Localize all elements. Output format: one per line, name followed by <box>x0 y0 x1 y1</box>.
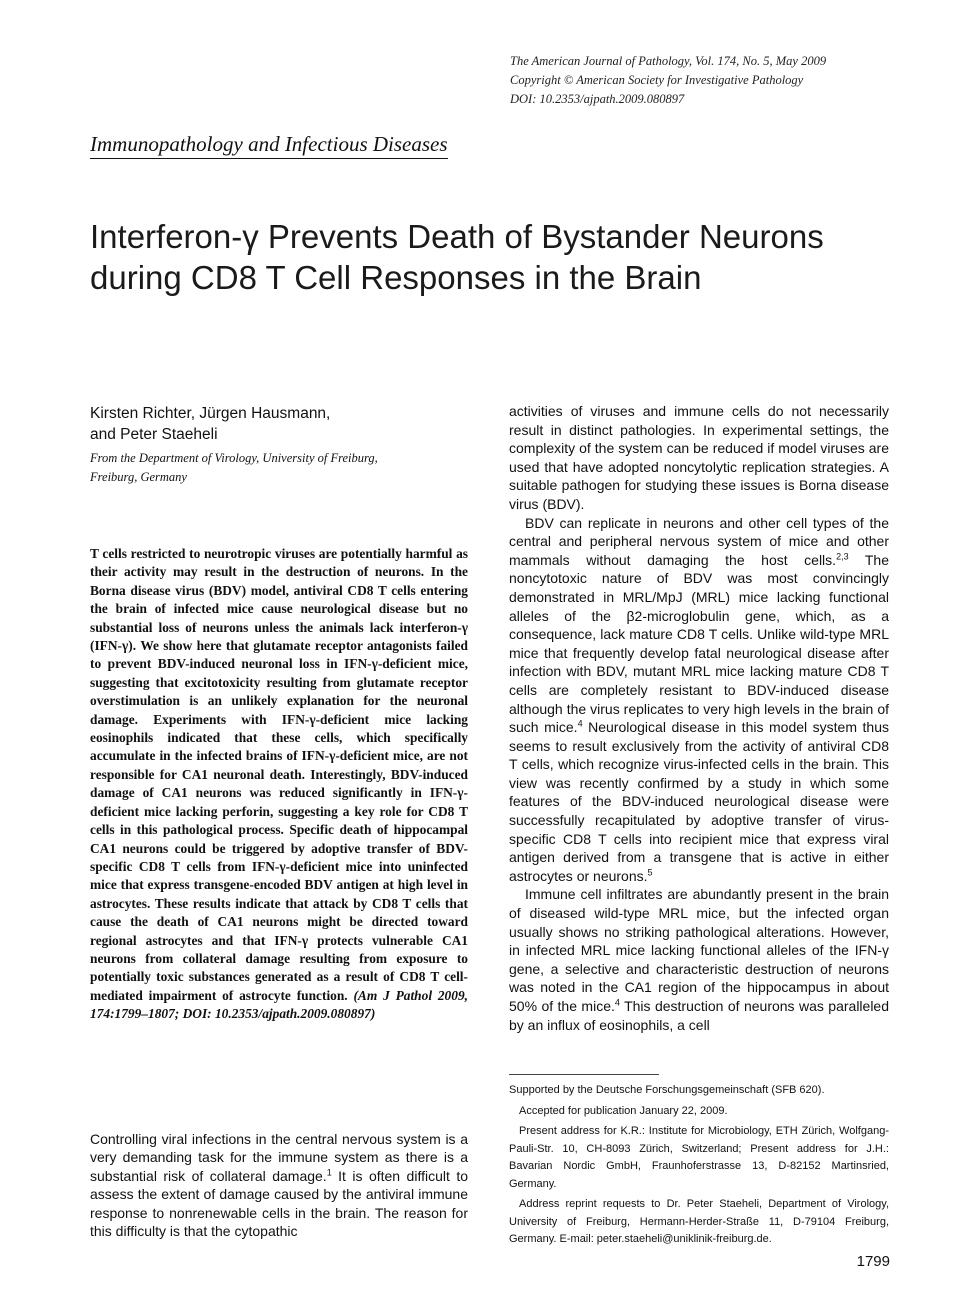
authors-line-2: and Peter Staeheli <box>90 426 218 443</box>
paragraph-3-text-b: This destruction of neurons was paralleled by an influx of eosinophils, a cell <box>509 998 890 1033</box>
reference-marker: 4 <box>577 718 583 729</box>
affiliation-line-2: Freiburg, Germany <box>90 470 187 484</box>
affiliation <box>90 449 450 487</box>
intro-paragraph <box>90 1130 468 1240</box>
reference-marker: 2,3 <box>836 551 849 562</box>
paragraph-3 <box>509 885 889 1034</box>
accepted-note: Accepted for publication January 22, 2009. <box>519 1104 728 1117</box>
body-text-left-column <box>90 1130 468 1240</box>
paragraph-2-text-c: Neurological disease in this model system thus seems to result exclusively from the activity of antiviral CD8 T cells, which recognize virus-infected cells in the brain. This view was recently confirmed by a study in which some features of the BDV-induced neurological disease were successfully recapitulated by adoptive transfer of virus-specific CD8 T cells into recipient mice that express viral antigen derived from a transgene that is active in either astrocytes or neurons. <box>509 719 889 884</box>
title-line-1: Interferon-γ Prevents Death of Bystander Neurons <box>90 218 824 255</box>
paragraph-3-text-a: Immune cell infiltrates are abundantly present in the brain of diseased wild-type MRL mice, but the infected organ usually shows no striking pathological alterations. However, in infected MRL mice lacking functional alleles of the IFN-γ gene, a selective and characteristic destruction of neurons was noted in the CA1 region of the hippocampus in about 50% of the mice. <box>509 886 889 1014</box>
section-heading: Immunopathology and Infectious Diseases <box>90 132 448 159</box>
funding-note: Supported by the Deutsche Forschungsgemeinschaft (SFB 620). <box>509 1084 825 1096</box>
footnotes <box>509 1082 889 1252</box>
paragraph-2 <box>509 514 889 886</box>
paragraph-2-text-a: BDV can replicate in neurons and other cell types of the central and peripheral nervous system of mice and other mammals without damaging the host cells. <box>509 514 889 568</box>
page-number: 1799 <box>856 1253 890 1270</box>
abstract <box>90 545 468 1024</box>
reprint-request-note: Address reprint requests to Dr. Peter Staeheli, Department of Virology, University of Freiburg, Hermann-Herder-Straße 11, D-79104 Freiburg, Germany. E-mail: peter.staeheli@uniklinik-freiburg.de. <box>509 1198 889 1245</box>
authors-line-1: Kirsten Richter, Jürgen Hausmann, <box>90 405 331 422</box>
journal-header <box>510 52 930 109</box>
present-address-note: Present address for K.R.: Institute for Microbiology, ETH Zürich, Wolfgang-Pauli-Str. 10, CH-8093 Zürich, Switzerland; Present address for J.H.: Bavarian Nordic GmbH, Fraunhoferstrasse 13, D-82152 Martinsried, Germany. <box>509 1125 889 1190</box>
reference-marker: 4 <box>614 997 620 1008</box>
article-title <box>90 216 910 298</box>
journal-citation: The American Journal of Pathology, Vol. 174, No. 5, May 2009 <box>510 54 827 68</box>
paragraph-2-text-b: The noncytotoxic nature of BDV was most convincingly demonstrated in MRL/MpJ (MRL) mice lacking functional alleles of the β2-microglobulin gene, which, as a consequence, lack mature CD8 T cells. Unlike wild-type MRL mice that frequently develop fatal neurological disease after infection with BDV, mutant MRL mice lacking mature CD8 T cells are completely resistant to BDV-induced disease although the virus replicates to very high levels in the brain of such mice. <box>509 551 889 736</box>
intro-text-a: Controlling viral infections in the central nervous system is a very demanding task for the immune system as there is a substantial risk of collateral damage. <box>90 1131 468 1184</box>
reference-marker: 1 <box>326 1167 332 1178</box>
doi-line: DOI: 10.2353/ajpath.2009.080897 <box>510 92 685 106</box>
title-line-2: during CD8 T Cell Responses in the Brain <box>90 259 702 296</box>
body-text-right-column <box>509 402 889 1034</box>
affiliation-line-1: From the Department of Virology, University of Freiburg, <box>90 451 378 465</box>
abstract-text: T cells restricted to neurotropic viruses are potentially harmful as their activity may result in the destruction of neurons. In the Borna disease virus (BDV) model, antiviral CD8 T cells entering the brain of infected mice cause neurological disease but no substantial loss of neurons unless the animals lack interferon-γ (IFN-γ). We show here that glutamate receptor antagonists failed to prevent BDV-induced neuronal loss in IFN-γ-deficient mice, suggesting that excitotoxicity resulting from glutamate receptor overstimulation is an unlikely explanation for the neuronal damage. Experiments with IFN-γ-deficient mice lacking eosinophils indicated that these cells, which specifically accumulate in the infected brains of IFN-γ-deficient mice, are not responsible for CA1 neuronal death. Interestingly, BDV-induced damage of CA1 neurons was reduced significantly in IFN-γ-deficient mice lacking perforin, suggesting a key role for CD8 T cells in this pathological process. Specific death of hippocampal CA1 neurons could be triggered by adoptive transfer of BDV-specific CD8 T cells from IFN-γ-deficient mice into uninfected mice that express transgene-encoded BDV antigen at high level in astrocytes. These results indicate that attack by CD8 T cells that cause the death of CA1 neurons might be directed toward regional astrocytes and that IFN-γ protects vulnerable CA1 neurons from collateral damage resulting from exposure to potentially toxic substances generated as a result of CD8 T cell-mediated impairment of astrocyte function. <box>90 546 468 1003</box>
intro-text-b: It is often difficult to assess the extent of damage caused by the antiviral immune response to nonrenewable cells in the brain. The reason for this difficulty is that the cytopathic <box>90 1167 468 1240</box>
authors <box>90 403 410 445</box>
reference-marker: 5 <box>647 867 653 878</box>
copyright-line: Copyright © American Society for Investigative Pathology <box>510 73 804 87</box>
paragraph-1: activities of viruses and immune cells do not necessarily result in distinct pathologies. In experimental settings, the complexity of the system can be reduced if model viruses are used that have adopted noncytolytic replication strategies. A suitable pathogen for studying these issues is Borna disease virus (BDV). <box>509 403 889 512</box>
abstract-citation: (Am J Pathol 2009, 174:1799–1807; DOI: 10.2353/ajpath.2009.080897) <box>90 987 468 1022</box>
footnote-divider <box>509 1074 659 1075</box>
